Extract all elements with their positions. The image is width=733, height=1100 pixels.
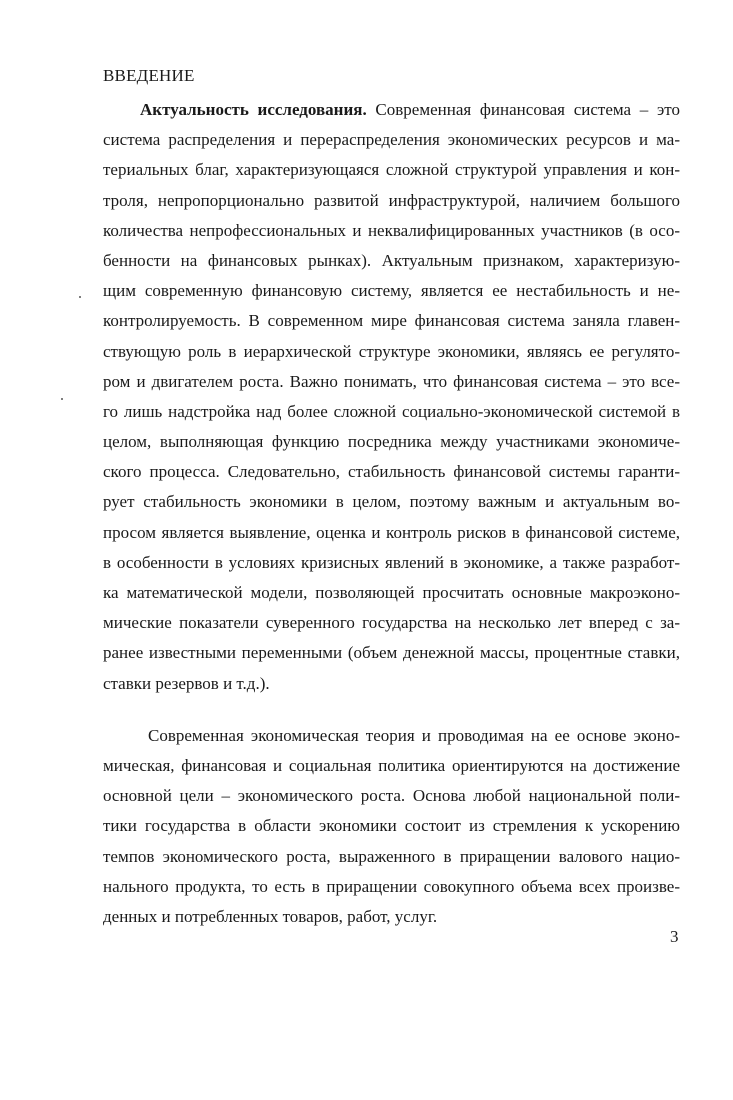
paragraph-1-line: рует стабильность экономики в целом, поэтому важным и актуальным во- [103, 492, 680, 512]
paragraph-1-line: ского процесса. Следовательно, стабильность финансовой системы гаранти- [103, 462, 680, 482]
paragraph-1-line: троля, непропорционально развитой инфраструктурой, наличием большого [103, 190, 680, 210]
paragraph-1-line: ка математической модели, позволяющей просчитать основные макроэконо- [103, 583, 680, 602]
paragraph-1-line: количества непрофессиональных и неквалифицированных участников (в осо- [103, 220, 680, 240]
scan-speck [61, 398, 63, 400]
paragraph-1-line: просом является выявление, оценка и контроль рисков в финансовой системе, [103, 522, 680, 542]
paragraph-1-line: ранее известными переменными (объем денежной массы, процентные ставки, [103, 643, 680, 663]
paragraph-1-line: ставки резервов и т.д.). [103, 673, 270, 693]
section-heading: ВВЕДЕНИЕ [103, 66, 195, 85]
paragraph-1-line: ром и двигателем роста. Важно понимать, что финансовая система – это все- [103, 371, 680, 391]
scan-speck [79, 296, 81, 298]
paragraph-2-line: тики государства в области экономики состоит из стремления к ускорению [103, 816, 680, 836]
paragraph-1-line: го лишь надстройка над более сложной социально-экономической системой в [103, 401, 680, 421]
paragraph-1-line: щим современную финансовую систему, является ее нестабильность и не- [103, 281, 680, 301]
paragraph-1-line: целом, выполняющая функцию посредника между участниками экономиче- [103, 432, 680, 452]
body-text [103, 95, 680, 932]
paragraph-1-line: мические показатели суверенного государства на несколько лет вперед с за- [103, 613, 680, 633]
lead-phrase: Актуальность исследования. [140, 100, 367, 119]
paragraph-2-line: нального продукта, то есть в приращении совокупного объема всех произве- [103, 876, 680, 896]
paragraph-1-line: бенности на финансовых рынках). Актуальным признаком, характеризую- [103, 250, 680, 270]
paragraph-1-line: териальных благ, характеризующаяся сложной структурой управления и кон- [103, 160, 680, 180]
page-number: 3 [670, 927, 679, 946]
paragraph-1-line: система распределения и перераспределения экономических ресурсов и ма- [103, 130, 680, 150]
paragraph-2-line: мическая, финансовая и социальная политика ориентируются на достижение [103, 755, 680, 775]
paragraph-1-line-text: Современная финансовая система – это [366, 100, 680, 119]
paragraph-1-line: контролируемость. В современном мире финансовая система заняла главен- [103, 311, 680, 331]
paragraph-1-line: в особенности в условиях кризисных явлений в экономике, а также разработ- [103, 552, 680, 572]
paragraph-gap [103, 699, 680, 721]
paragraph-2-line: Современная экономическая теория и проводимая на ее основе эконо- [148, 725, 680, 745]
paragraph-1-line: ствующую роль в иерархической структуре экономики, являясь ее регулято- [103, 341, 680, 361]
paragraph-2-line: основной цели – экономического роста. Основа любой национальной поли- [103, 786, 680, 806]
paragraph-2-line: денных и потребленных товаров, работ, услуг. [103, 906, 438, 926]
paragraph-1-line [103, 95, 680, 125]
paragraph-2-line: темпов экономического роста, выраженного в приращении валового нацио- [103, 846, 680, 866]
